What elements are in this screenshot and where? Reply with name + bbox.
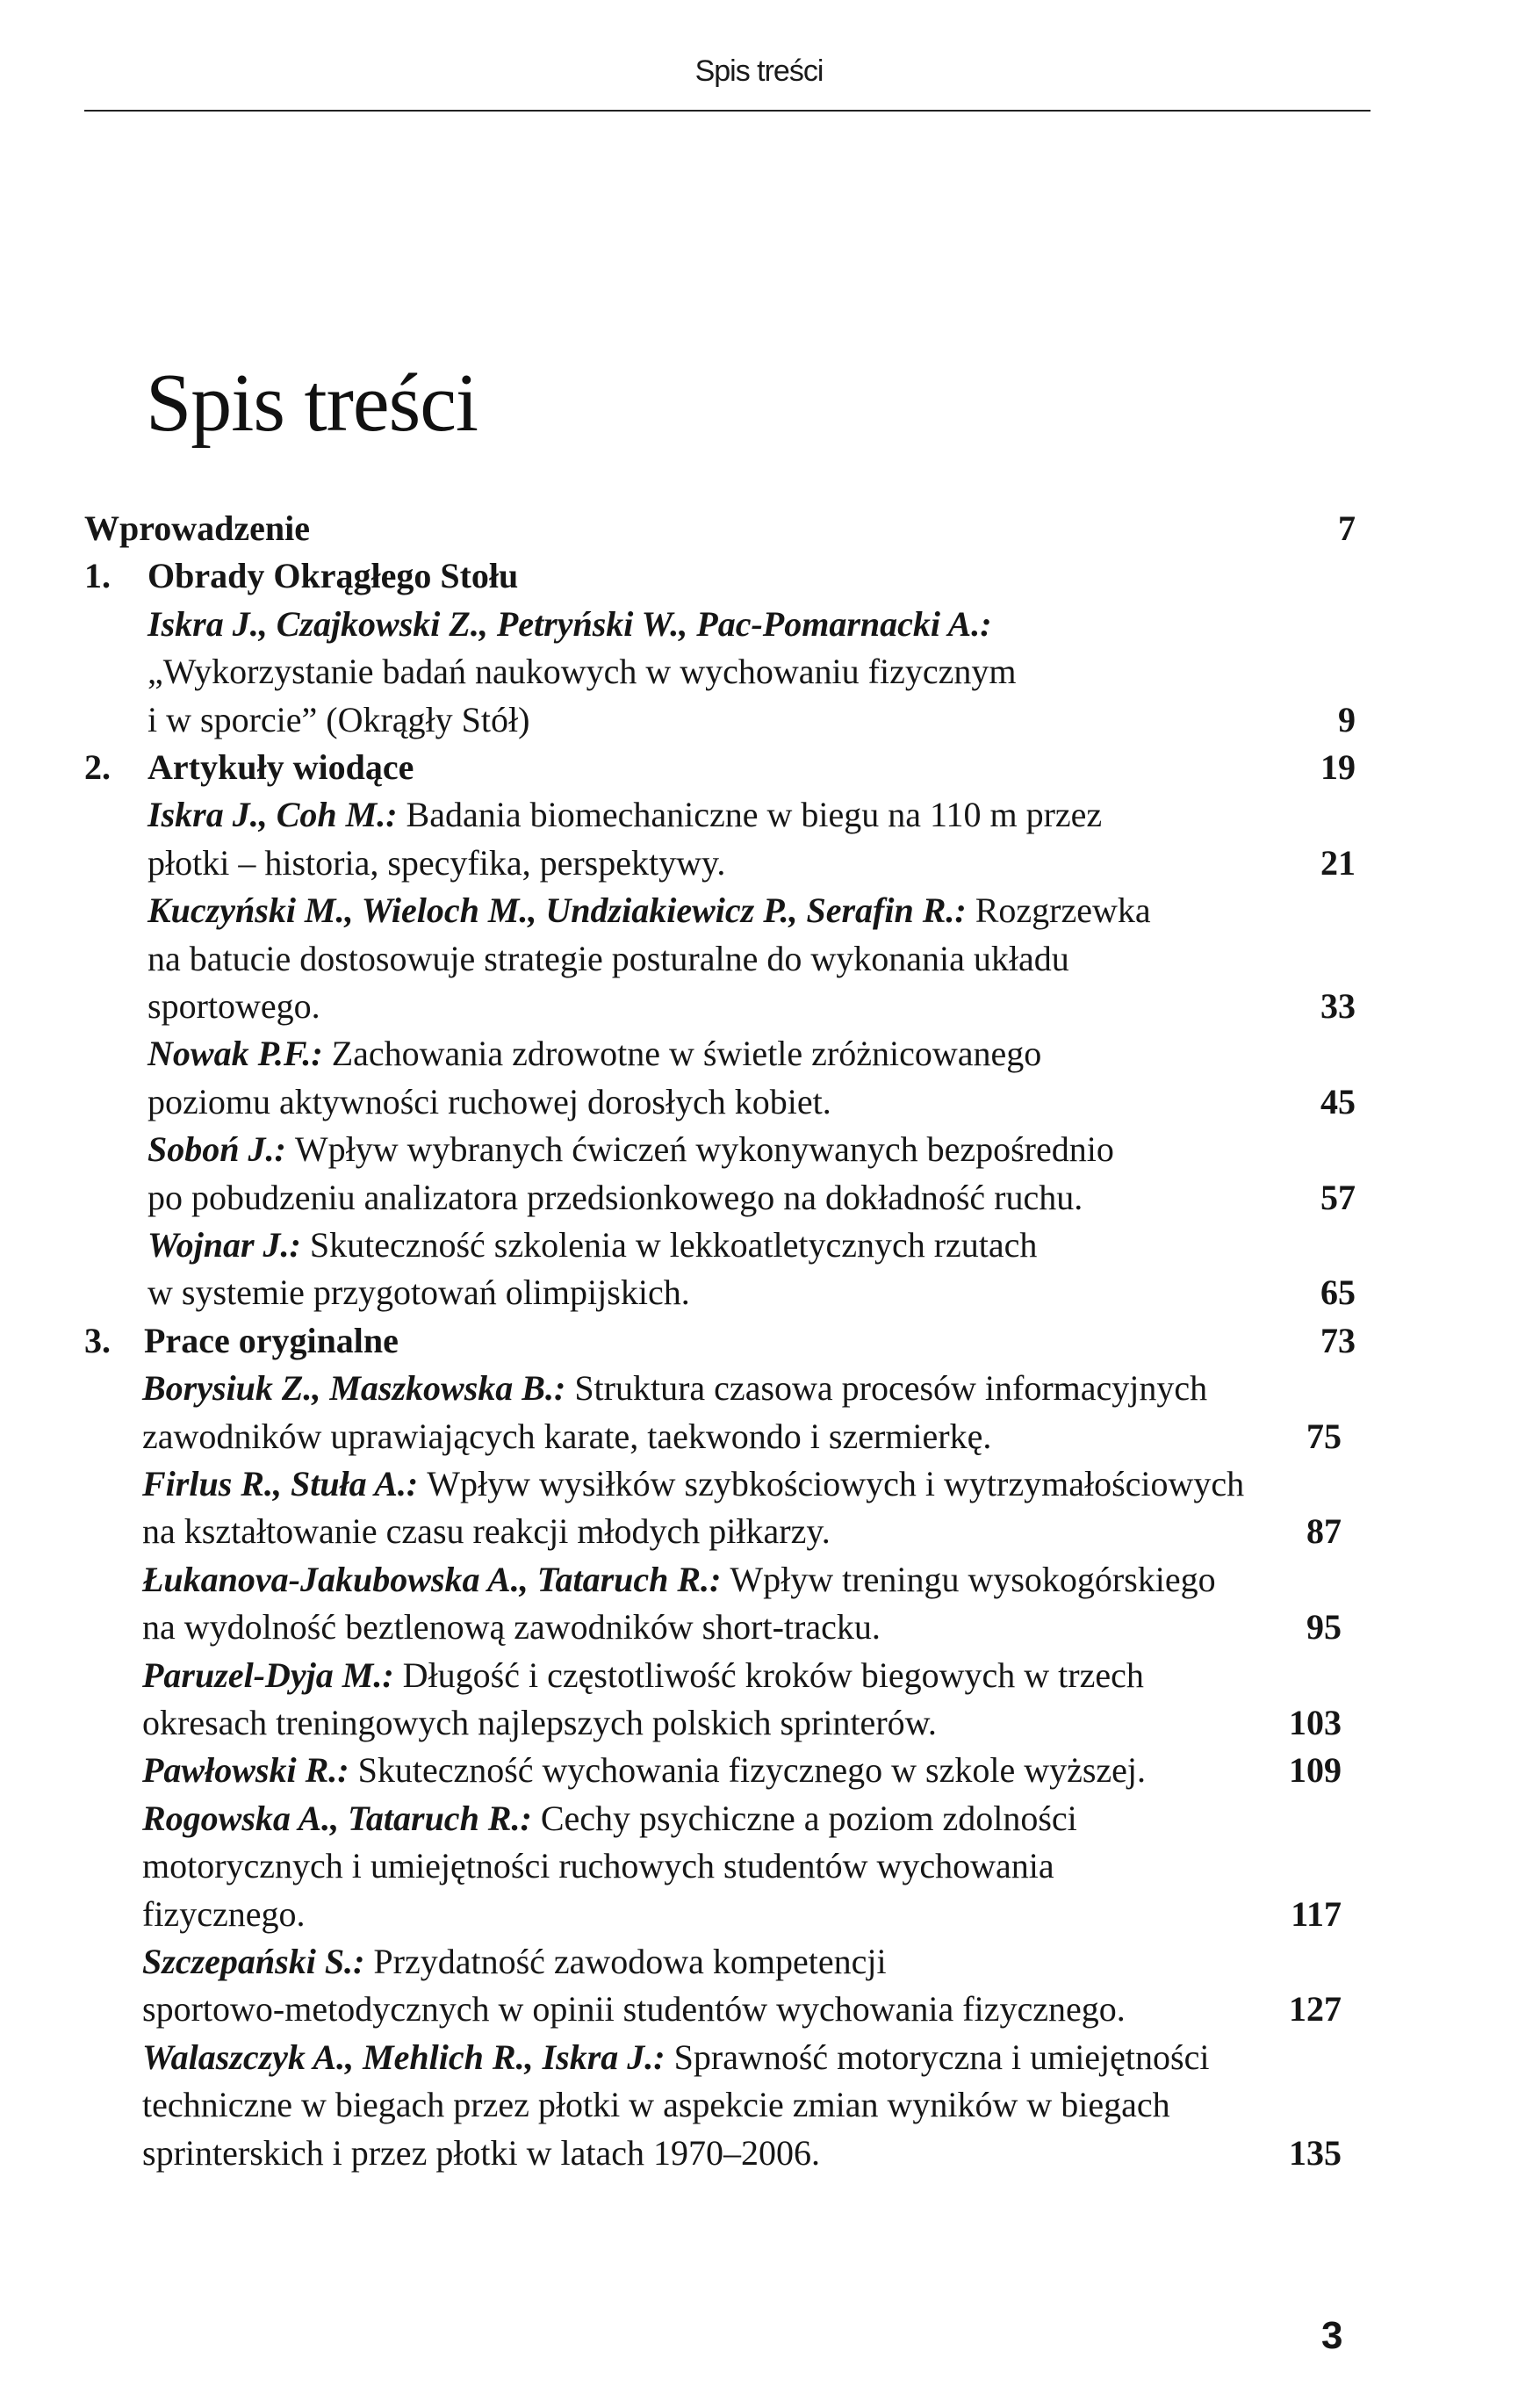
entry-text: Skuteczność wychowania fizycznego w szkole wyższej. [357,1750,1147,1790]
entry-text: sportowego. [147,986,320,1026]
entry-page: 103 [1289,1703,1342,1742]
entry-text: fizycznego. [142,1894,306,1934]
entry-text: na kształtowanie czasu reakcji młodych piłkarzy. [142,1511,831,1551]
entry-page: 33 [1320,986,1356,1026]
entry-text: Rozgrzewka [975,890,1151,930]
entry-authors: Pawłowski R. [142,1750,338,1790]
toc-intro-label: Wprowadzenie [84,508,311,548]
toc-entry: Rogowska A., Tataruch R.: Cechy psychiczne a poziom zdolności [142,1799,1077,1838]
entry-text: techniczne w biegach przez płotki w aspekcie zmian wyników w biegach [142,2085,1170,2124]
entry-authors: Iskra J., Coh M. [147,795,386,834]
entry-authors: Kuczyński M., Wieloch M., Undziakiewicz P., Serafin R. [147,890,955,930]
entry-authors: Walaszczyk A., Mehlich R., Iskra J. [142,2037,654,2077]
toc-entry: Nowak P.F.: Zachowania zdrowotne w świetle zróżnicowanego [147,1034,1042,1073]
page-number: 3 [1321,2314,1343,2357]
entry-text: Struktura czasowa procesów informacyjnych [574,1368,1208,1408]
toc-entry: Wojnar J.: Skuteczność szkolenia w lekkoatletycznych rzutach [147,1225,1038,1265]
entry-page: 109 [1289,1750,1342,1790]
toc-entry: Pawłowski R.: Skuteczność wychowania fizycznego w szkole wyższej. [142,1750,1147,1790]
entry-text: zawodników uprawiających karate, taekwondo i szermierkę. [142,1417,992,1456]
section-number: 3. [84,1321,111,1360]
toc-entry: Iskra J., Coh M.: Badania biomechaniczne w biegu na 110 m przez [147,795,1103,834]
entry-page: 135 [1289,2133,1342,2173]
entry-text: sprinterskich i przez płotki w latach 1970–2006. [142,2133,821,2173]
entry-text: Sprawność motoryczna i umiejętności [673,2037,1210,2077]
toc-entry: Borysiuk Z., Maszkowska B.: Struktura czasowa procesów informacyjnych [142,1368,1208,1408]
page-title: Spis treści [146,357,478,449]
entry-page: 9 [1338,700,1356,739]
section-title: Obrady Okrągłego Stołu [147,556,519,595]
entry-text: po pobudzeniu analizatora przedsionkowego na dokładność ruchu. [147,1178,1083,1217]
entry-text: Przydatność zawodowa kompetencji [373,1942,887,1981]
toc-entry: Szczepański S.: Przydatność zawodowa kompetencji [142,1942,887,1981]
entry-authors: Szczepański S. [142,1942,354,1981]
entry-text: Wpływ treningu wysokogórskiego [730,1560,1216,1599]
entry-text: Badania biomechaniczne w biegu na 110 m przez [406,795,1103,834]
entry-text: Wpływ wybranych ćwiczeń wykonywanych bezpośrednio [294,1129,1114,1169]
entry-page: 65 [1320,1272,1356,1312]
entry-page: 45 [1320,1082,1356,1121]
entry-text: okresach treningowych najlepszych polskich sprinterów. [142,1703,937,1742]
entry-authors: Paruzel-Dyja M. [142,1655,383,1695]
section-title: Prace oryginalne [144,1321,399,1360]
section-page: 19 [1320,747,1356,787]
section-title: Artykuły wiodące [147,747,414,787]
entry-text: sportowo-metodycznych w opinii studentów wychowania fizycznego. [142,1989,1126,2029]
entry-page: 21 [1320,843,1356,883]
toc-entry: Firlus R., Stuła A.: Wpływ wysiłków szybkościowych i wytrzymałościowych [142,1464,1245,1503]
entry-page: 57 [1320,1178,1356,1217]
entry-text: Zachowania zdrowotne w świetle zróżnicowanego [331,1034,1042,1073]
entry-text: w systemie przygotowań olimpijskich. [147,1272,690,1312]
header-rule [84,110,1371,112]
entry-text: motorycznych i umiejętności ruchowych studentów wychowania [142,1846,1054,1885]
entry-text: na wydolność beztlenową zawodników short-tracku. [142,1607,881,1647]
entry-text: Wpływ wysiłków szybkościowych i wytrzymałościowych [427,1464,1245,1503]
entry-authors: Soboń J. [147,1129,275,1169]
entry-authors: Firlus R., Stuła A. [142,1464,406,1503]
toc-entry: Iskra J., Czajkowski Z., Petryński W., Pac-Pomarnacki A.: [147,604,992,644]
toc-entry: Paruzel-Dyja M.: Długość i częstotliwość kroków biegowych w trzech [142,1655,1144,1695]
entry-text: Długość i częstotliwość kroków biegowych w trzech [402,1655,1144,1695]
entry-page: 117 [1291,1894,1342,1934]
entry-page: 87 [1306,1511,1342,1551]
entry-text: „Wykorzystanie badań naukowych w wychowaniu fizycznym [147,652,1017,691]
entry-authors: Borysiuk Z., Maszkowska B. [142,1368,554,1408]
entry-authors: Łukanova-Jakubowska A., Tataruch R. [142,1560,710,1599]
running-header: Spis treści [694,54,824,88]
entry-authors: Nowak P.F. [147,1034,312,1073]
entry-text: Cechy psychiczne a poziom zdolności [540,1799,1077,1838]
toc-entry: Walaszczyk A., Mehlich R., Iskra J.: Sprawność motoryczna i umiejętności [142,2037,1210,2077]
entry-text: poziomu aktywności ruchowej dorosłych kobiet. [147,1082,831,1121]
entry-authors: Wojnar J. [147,1225,290,1265]
entry-text: płotki – historia, specyfika, perspektywy. [147,843,726,883]
entry-text: i w sporcie” (Okrągły Stół) [147,700,530,739]
entry-authors: Rogowska A., Tataruch R. [142,1799,521,1838]
entry-page: 95 [1306,1607,1342,1647]
toc-entry: Łukanova-Jakubowska A., Tataruch R.: Wpływ treningu wysokogórskiego [142,1560,1216,1599]
section-number: 2. [84,747,111,787]
entry-page: 75 [1306,1417,1342,1456]
entry-text: na batucie dostosowuje strategie posturalne do wykonania układu [147,939,1069,978]
toc-entry: Soboń J.: Wpływ wybranych ćwiczeń wykonywanych bezpośrednio [147,1129,1114,1169]
section-page: 73 [1320,1321,1356,1360]
toc-entry: Kuczyński M., Wieloch M., Undziakiewicz P., Serafin R.: Rozgrzewka [147,890,1151,930]
entry-authors: Iskra J., Czajkowski Z., Petryński W., Pac-Pomarnacki A. [147,604,981,644]
entry-text: Skuteczność szkolenia w lekkoatletycznych rzutach [309,1225,1038,1265]
section-number: 1. [84,556,111,595]
toc-intro-page: 7 [1338,508,1356,548]
entry-page: 127 [1289,1989,1342,2029]
